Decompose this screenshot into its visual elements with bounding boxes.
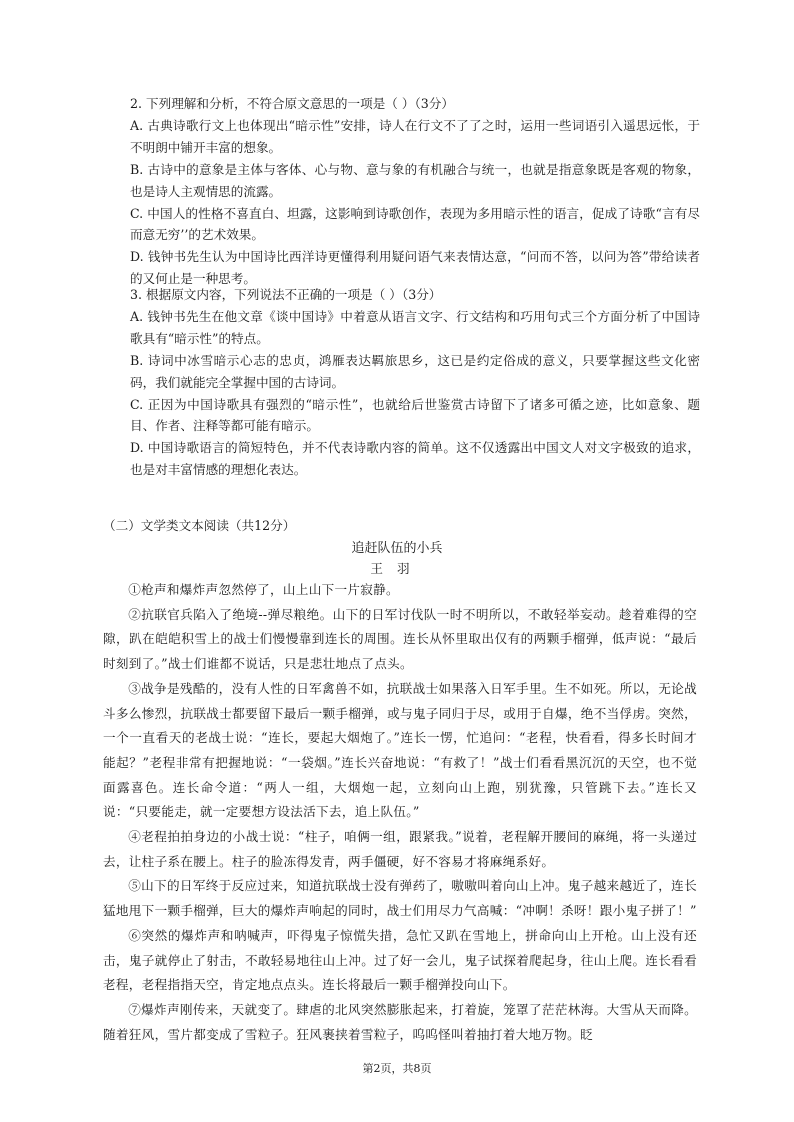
story-paragraph-6: ⑥突然的爆炸声和呐喊声，吓得鬼子惊慌失措，急忙又趴在雪地上，拼命向山上开枪。山上没有还击，鬼子就停止了射击，不敢轻易地往山上冲。过了好一会儿，鬼子试探着爬起身，往山上爬。连长看看老程，老程指指天空，肯定地点点头。连长将最后一颗手榴弹投向山下。 [103,927,697,993]
question-3-stem: 3. 根据原文内容，下列说法不正确的一项是（ ）（3分） [130,287,442,302]
story-paragraph-3: ③战争是残酷的，没有人性的日军禽兽不如，抗联战士如果落入日军手里。生不如死。所以，无论战斗多么惨烈，抗联战士都要留下最后一颗手榴弹，或与鬼子同归于尽，或用于自爆，绝不当俘虏。突然，一个一直看天的老战士说：“连长，要起大烟炮了。”连长一愣，忙追问：“老程，快看看，得多长时间才能起？”老程非常有把握地说：“一袋烟。”连长兴奋地说：“有救了！”战士们看看黑沉沉的天空，也不觉面露喜色。连长命令道：“两人一组，大烟炮一起，立刻向山上跑，别犹豫，只管跳下去。”连长又说：“只要能走，就一定要想方设法活下去，追上队伍。” [103,680,697,820]
question-2-option-b: B. 古诗中的意象是主体与客体、心与物、意与象的有机融合与统一，也就是指意象既是客观的物象，也是诗人主观情思的流露。 [130,161,700,199]
question-3-option-d: D. 中国诗歌语言的简短特色，并不代表诗歌内容的简单。这不仅透露出中国文人对文字极致的追求，也是对丰富情感的理想化表达。 [130,440,700,478]
section-heading: （二）文学类文本阅读（共12分） [103,518,296,533]
story-paragraph-5: ⑤山下的日军终于反应过来，知道抗联战士没有弹药了，嗷嗷叫着向山上冲。鬼子越来越近了，连长猛地甩下一颗手榴弹，巨大的爆炸声响起的同时，战士们用尽力气高喊：“冲啊！杀呀！跟小鬼子拼了！” [103,878,697,919]
page-footer: 第2页，共8页 [362,1062,432,1075]
story-paragraph-4: ④老程拍拍身边的小战士说：“柱子，咱俩一组，跟紧我。”说着，老程解开腰间的麻绳，将一头递过去，让柱子系在腰上。柱子的脸冻得发青，两手僵硬，好不容易才将麻绳系好。 [103,829,697,869]
story-title: 追赶队伍的小兵 [351,541,443,556]
question-3-option-c: C. 正因为中国诗歌具有强烈的“暗示性”，也就给后世鉴赏古诗留下了诸多可循之迹，比如意象、题目、作者、注释等都可能有暗示。 [130,396,700,434]
question-2-option-c: C. 中国人的性格不喜直白、坦露，这影响到诗歌创作，表现为多用暗示性的语言，促成了诗歌“言有尽而意无穷’’的艺术效果。 [130,205,700,243]
question-3-option-a: A. 钱钟书先生在他文章《谈中国诗》中着意从语言文字、行文结构和巧用句式三个方面分析了中国诗歌具有“暗示性”的特点。 [130,308,700,346]
story-paragraph-7: ⑦爆炸声刚传来，天就变了。肆虐的北风突然膨胀起来，打着旋，笼罩了茫茫林海。大雪从天而降。随着狂风，雪片都变成了雪粒子。狂风裹挟着雪粒子，呜呜怪叫着抽打着大地万物。眨 [103,1001,697,1042]
question-2-option-a: A. 古典诗歌行文上也体现出“暗示性”安排，诗人在行文不了了之时，运用一些词语引入遥思远怅，于不明朗中铺开丰富的想象。 [130,117,700,155]
question-2-stem: 2. 下列理解和分析，不符合原文意思的一项是（ ）（3分） [130,96,454,111]
story-body [103,578,697,1047]
story-author: 王羽 [370,561,424,576]
story-paragraph-2: ②抗联官兵陷入了绝境--弹尽粮绝。山下的日军讨伐队一时不明所以，不敢轻举妄动。趁着难得的空隙，趴在皑皑积雪上的战士们慢慢靠到连长的周围。连长从怀里取出仅有的两颗手榴弹，低声说：“最后时刻到了。”战士们谁都不说话，只是悲壮地点了点头。 [103,606,697,672]
question-3 [130,284,700,481]
question-3-option-b: B. 诗词中冰雪暗示心志的忠贞，鸿雁表达羁旅思乡，这已是约定俗成的意义，只要掌握这些文化密码，我们就能完全掌握中国的古诗词。 [130,352,700,390]
question-2-option-d: D. 钱钟书先生认为中国诗比西洋诗更懂得利用疑问语气来表情达意，“问而不答，以问为答”带给读者的又何止是一种思考。 [130,249,700,287]
question-2 [130,93,700,290]
story-paragraph-1: ①枪声和爆炸声忽然停了，山上山下一片寂静。 [128,582,399,597]
